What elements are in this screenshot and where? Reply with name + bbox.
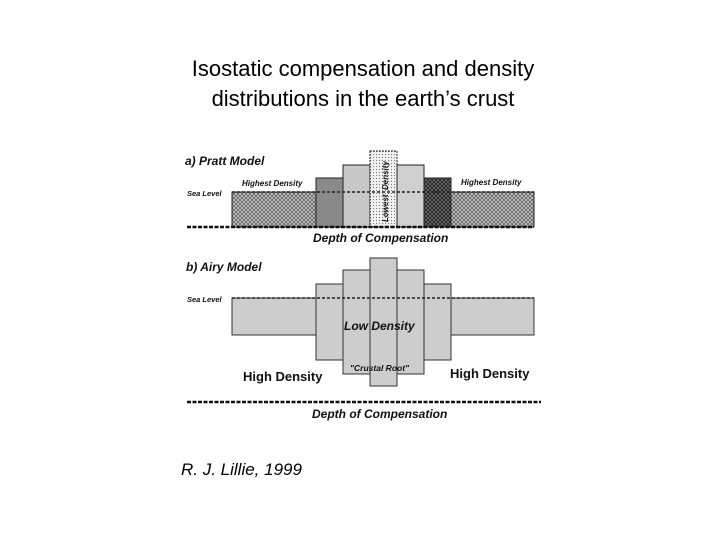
- pratt-column-right-3: [397, 165, 424, 227]
- pratt-column-right-2: [424, 178, 451, 227]
- pratt-highest-density-right: Highest Density: [461, 178, 522, 187]
- pratt-density-label: Density: [381, 161, 390, 190]
- slide-title-line-2: distributions in the earth’s crust: [211, 86, 515, 111]
- pratt-column-left-3: [343, 165, 370, 227]
- airy-high-density-left: High Density: [243, 369, 323, 384]
- airy-model-panel: [186, 258, 541, 421]
- pratt-column-right-outer: [451, 192, 534, 227]
- airy-column-right-outer: [451, 298, 534, 335]
- airy-crustal-root-label: "Crustal Root": [350, 363, 410, 373]
- pratt-model-panel: [185, 151, 534, 245]
- credit-text: R. J. Lillie, 1999: [181, 460, 302, 479]
- airy-column-right-2: [424, 284, 451, 360]
- pratt-lowest-label: Lowest: [381, 194, 390, 222]
- pratt-highest-density-left: Highest Density: [242, 179, 303, 188]
- pratt-column-left-outer: [232, 192, 316, 227]
- pratt-sea-level-label: Sea Level: [187, 189, 222, 198]
- airy-sea-level-label: Sea Level: [187, 295, 222, 304]
- airy-column-left-outer: [232, 298, 316, 335]
- airy-low-density-label: Low Density: [344, 319, 415, 333]
- pratt-panel-label: a) Pratt Model: [185, 154, 265, 168]
- pratt-column-left-2: [316, 178, 343, 227]
- airy-high-density-right: High Density: [450, 366, 530, 381]
- airy-compensation-label: Depth of Compensation: [312, 407, 448, 421]
- pratt-compensation-label: Depth of Compensation: [313, 231, 449, 245]
- airy-column-left-2: [316, 284, 343, 360]
- slide-title-line-1: Isostatic compensation and density: [191, 56, 535, 81]
- airy-panel-label: b) Airy Model: [186, 260, 262, 274]
